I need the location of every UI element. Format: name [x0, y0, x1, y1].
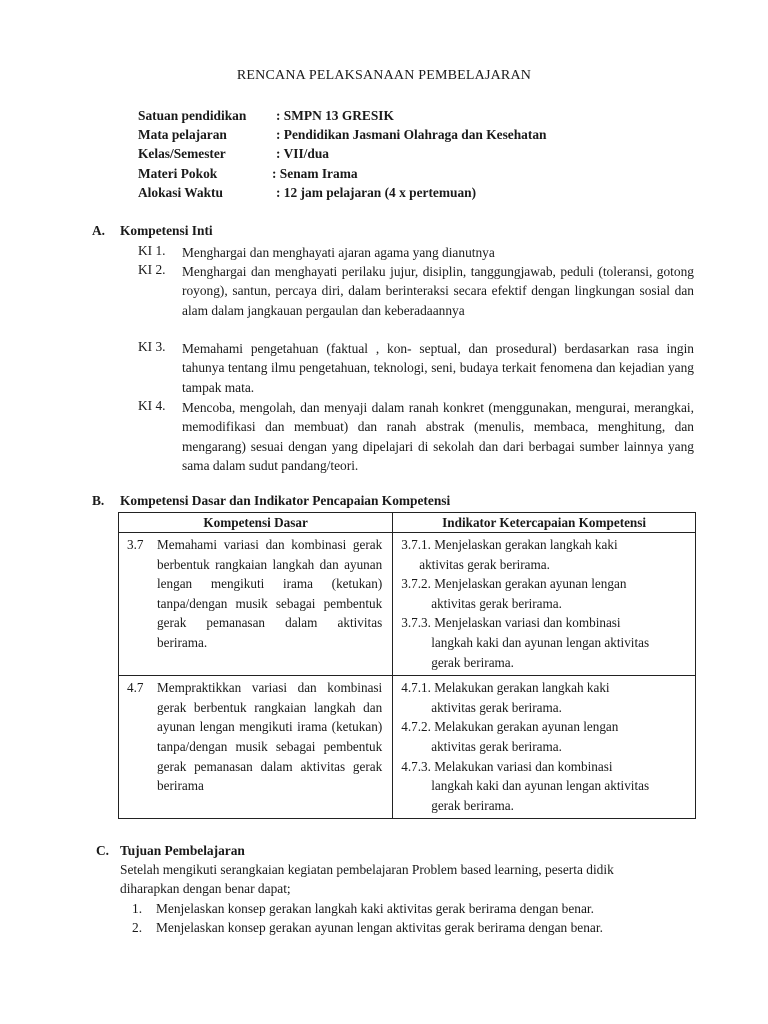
- identity-value: : Pendidikan Jasmani Olahraga dan Kesehatan: [276, 127, 547, 142]
- indicator-continuation: aktivitas gerak berirama.: [431, 738, 562, 754]
- ki-code: KI 1.: [138, 243, 166, 258]
- indicator-continuation: aktivitas gerak berirama.: [419, 556, 550, 572]
- ki-text: Mencoba, mengolah, dan menyaji dalam ranah konkret (menggunakan, mengurai, merangkai, memodifikasi dan membuat) dan ranah abstrak (menulis, membaca, menghitung, dan mengarang) sesuai dengan yang dipelajari di sekolah dan dari berbagai sumber lainnya yang sama dalam sudut pandang/teori.: [182, 400, 694, 473]
- kd-cell: [119, 676, 393, 819]
- indicator-continuation: aktivitas gerak berirama.: [431, 595, 562, 611]
- table-header-cell: Kompetensi Dasar: [119, 513, 393, 533]
- indicator-item: 4.7.1. Melakukan gerakan langkah kaki: [401, 680, 610, 696]
- kd-text: Memahami variasi dan kombinasi gerak berbentuk rangkaian langkah dan ayunan lengan mengikuti irama (ketukan) tanpa/dengan musik sebagai pembentuk gerak pemanasan dalam aktivitas berirama.: [157, 537, 383, 650]
- objective-text: Menjelaskan konsep gerakan ayunan lengan aktivitas gerak berirama dengan benar.: [156, 920, 603, 935]
- indicator-continuation: langkah kaki dan ayunan lengan aktivitas: [431, 634, 650, 650]
- indicator-item: 4.7.3. Melakukan variasi dan kombinasi: [401, 758, 613, 774]
- identity-value: : VII/dua: [276, 146, 329, 161]
- document-title: RENCANA PELAKSANAAN PEMBELAJARAN: [236, 68, 532, 83]
- indicator-item: 4.7.2. Melakukan gerakan ayunan lengan: [401, 719, 619, 735]
- ki-text: Memahami pengetahuan (faktual , kon- septual, dan prosedural) berdasarkan rasa ingin tahunya tentang ilmu pengetahuan, teknologi, seni, budaya terkait fenomena dan kejadian yang tampak mata.: [182, 341, 694, 395]
- indicator-cell: [393, 676, 696, 819]
- section-title: Tujuan Pembelajaran: [120, 843, 245, 858]
- table-header-cell: Indikator Ketercapaian Kompetensi: [393, 513, 696, 533]
- indicator-continuation: langkah kaki dan ayunan lengan aktivitas: [431, 778, 650, 794]
- indicator-continuation: aktivitas gerak berirama.: [431, 699, 562, 715]
- kd-cell: [119, 533, 393, 676]
- identity-label: Alokasi Waktu: [138, 185, 223, 200]
- objective-intro-line: diharapkan dengan benar dapat;: [120, 881, 291, 896]
- section-letter: A.: [92, 223, 106, 238]
- objective-number: 2.: [132, 920, 143, 935]
- section-title: Kompetensi Inti: [120, 223, 213, 238]
- ki-code: KI 3.: [138, 339, 166, 354]
- identity-value: : 12 jam pelajaran (4 x pertemuan): [276, 185, 477, 200]
- kd-text: Mempraktikkan variasi dan kombinasi gerak berbentuk rangkaian langkah dan ayunan lengan mengikuti irama (ketukan) tanpa/dengan musik sebagai pembentuk gerak pemanasan dalam aktivitas gerak berirama: [157, 680, 383, 794]
- identity-label: Mata pelajaran: [138, 127, 227, 142]
- indicator-continuation: gerak berirama.: [431, 654, 514, 670]
- section-letter: C.: [96, 843, 110, 858]
- ki-code: KI 4.: [138, 398, 166, 413]
- indicator-item: 3.7.3. Menjelaskan variasi dan kombinasi: [401, 615, 621, 631]
- ki-text: Menghargai dan menghayati ajaran agama yang dianutnya: [182, 245, 495, 260]
- identity-label: Satuan pendidikan: [138, 108, 247, 123]
- objective-text: Menjelaskan konsep gerakan langkah kaki aktivitas gerak berirama dengan benar.: [156, 901, 595, 916]
- table-row: [119, 533, 696, 676]
- indicator-item: 3.7.2. Menjelaskan gerakan ayunan lengan: [401, 576, 627, 592]
- identity-value: : SMPN 13 GRESIK: [276, 108, 394, 123]
- kd-number: 4.7: [127, 680, 144, 696]
- identity-label: Materi Pokok: [138, 166, 218, 181]
- section-letter: B.: [92, 493, 105, 508]
- table-header-row: [119, 513, 696, 533]
- section-title: Kompetensi Dasar dan Indikator Pencapaian Kompetensi: [120, 493, 451, 508]
- kd-number: 3.7: [127, 537, 144, 552]
- indicator-continuation: gerak berirama.: [431, 797, 514, 813]
- objective-number: 1.: [132, 901, 143, 916]
- identity-value: : Senam Irama: [272, 166, 358, 181]
- indicator-cell: [393, 533, 696, 676]
- ki-code: KI 2.: [138, 262, 166, 277]
- table-row: [119, 676, 696, 819]
- competency-table: [118, 512, 696, 819]
- objective-intro-line: Setelah mengikuti serangkaian kegiatan pembelajaran Problem based learning, peserta didik: [120, 862, 614, 877]
- ki-text: Menghargai dan menghayati perilaku jujur, disiplin, tanggungjawab, peduli (toleransi, gotong royong), santun, percaya diri, dalam berinteraksi secara efektif dengan lingkungan sosial dan alam dalam jangkauan pergaulan dan keberadaannya: [182, 264, 694, 318]
- identity-label: Kelas/Semester: [138, 146, 226, 161]
- indicator-item: 3.7.1. Menjelaskan gerakan langkah kaki: [401, 537, 618, 552]
